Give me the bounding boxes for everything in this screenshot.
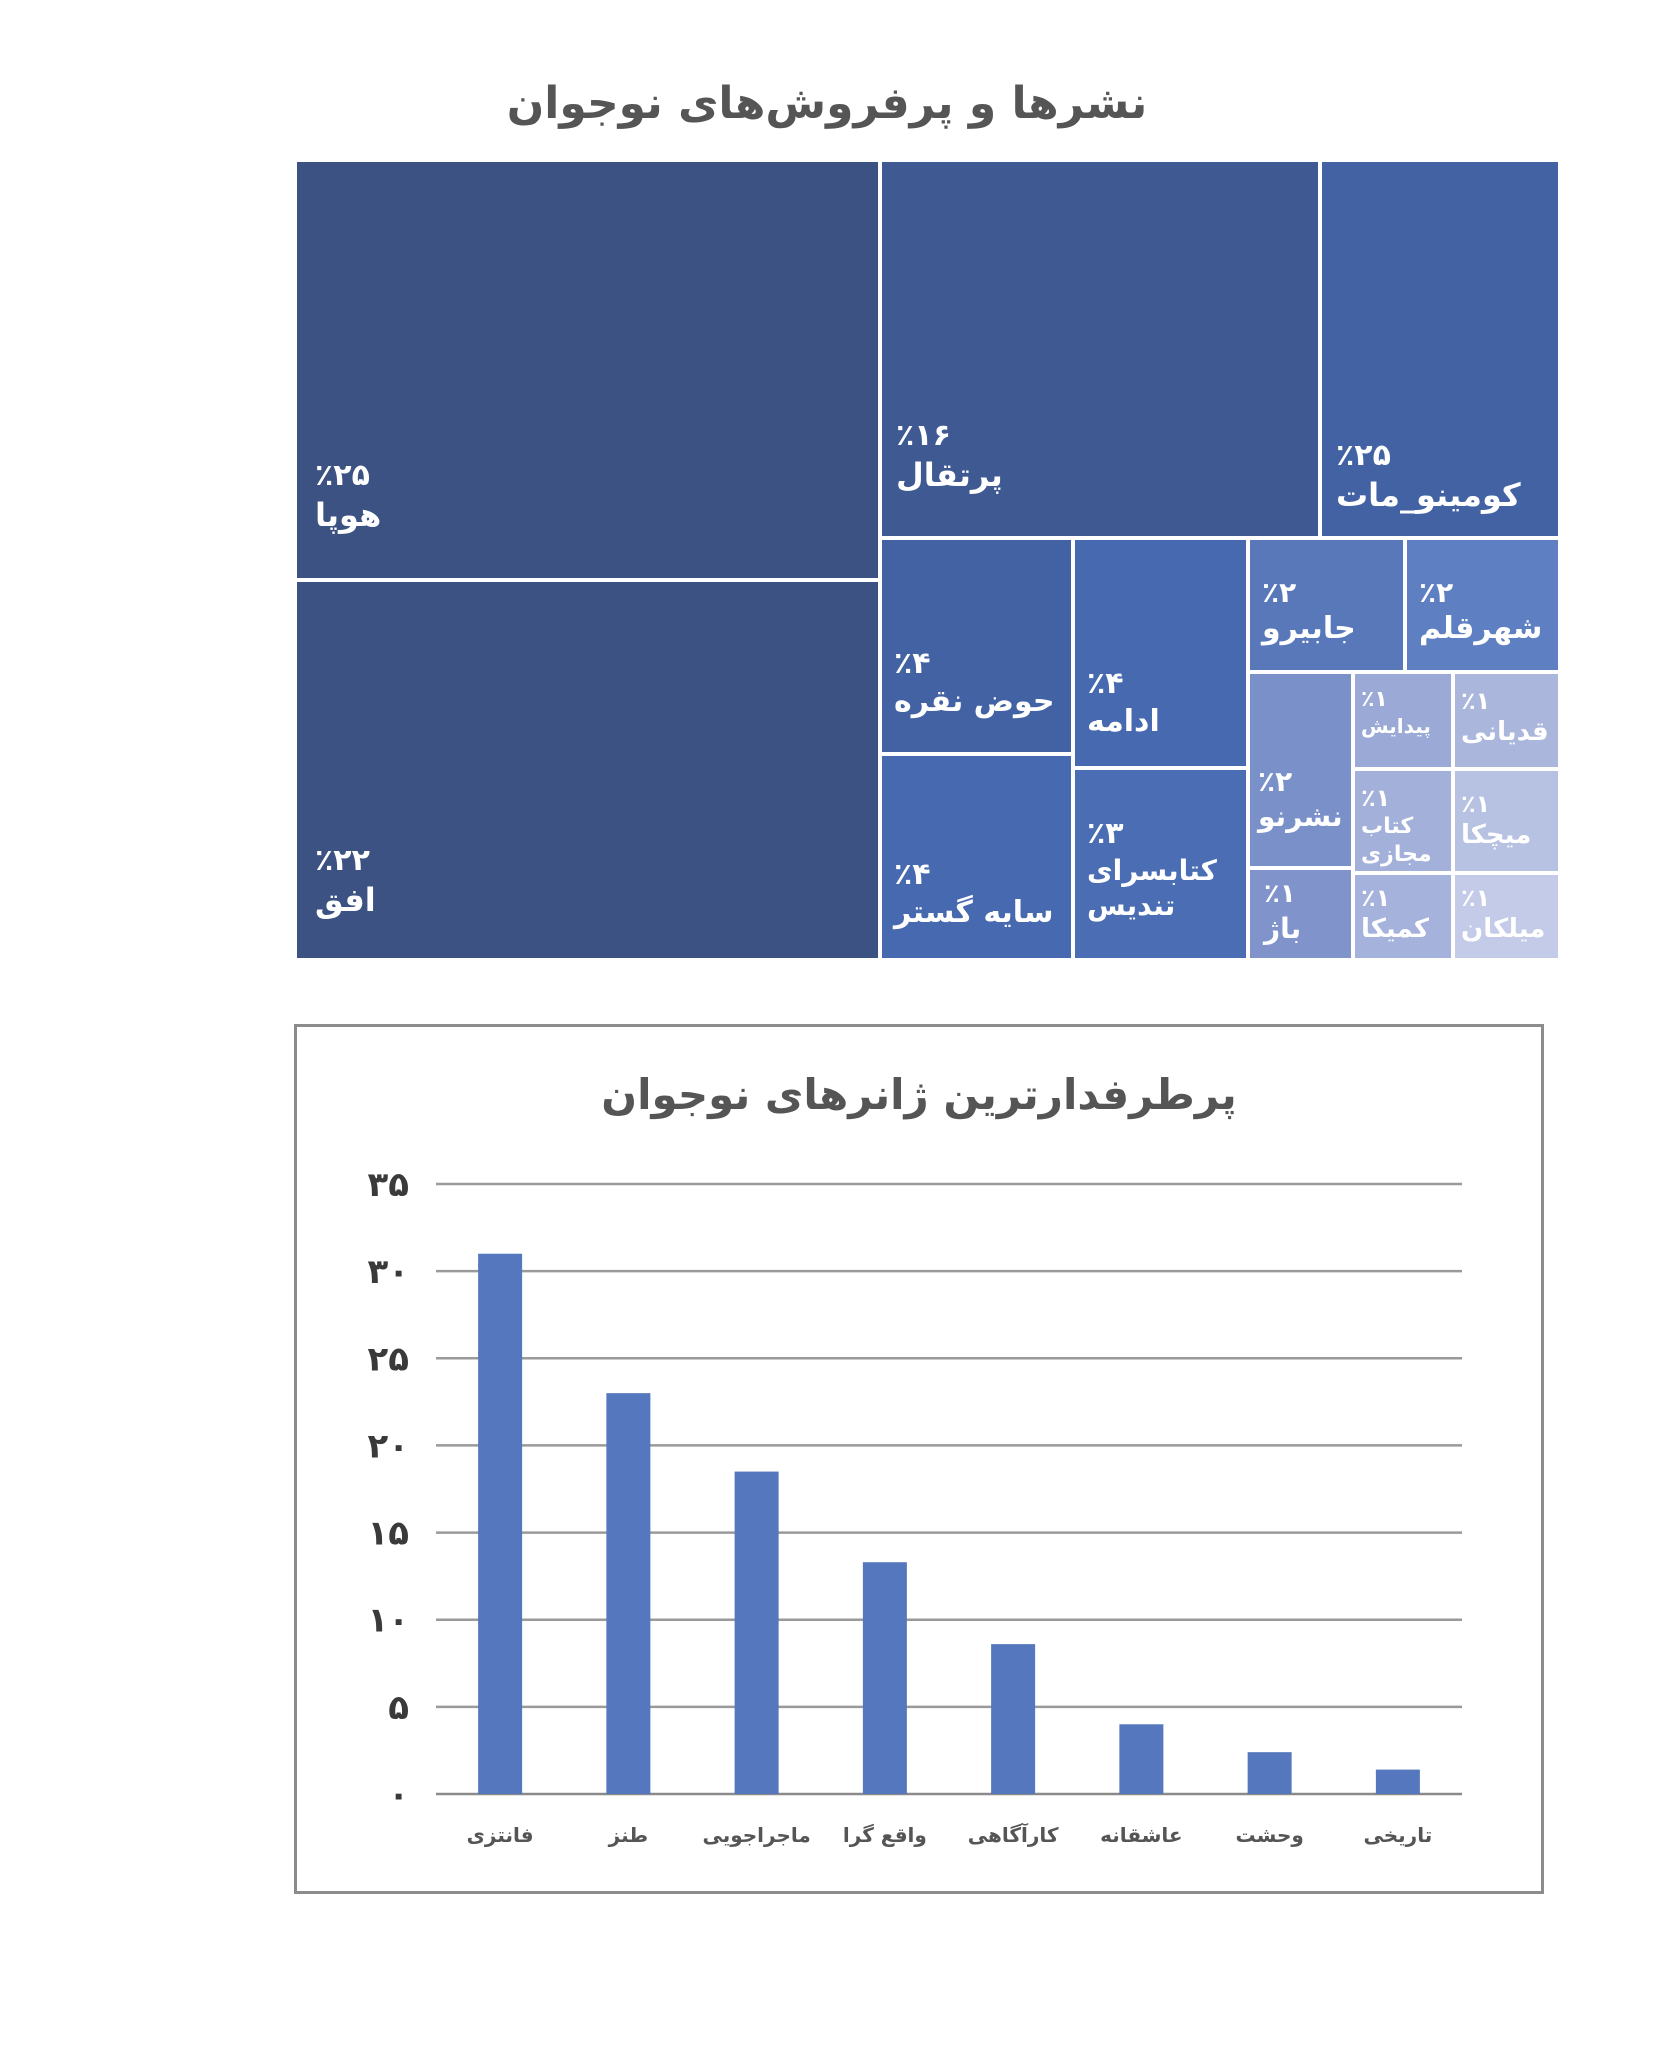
treemap-publisher-name: جابیرو <box>1262 611 1356 646</box>
treemap-cell <box>1353 769 1453 873</box>
treemap-cell-label <box>315 842 376 920</box>
treemap-cell-label <box>1361 883 1429 946</box>
treemap-cell-label <box>1461 686 1549 749</box>
y-tick-label: ۵ <box>388 1687 409 1728</box>
treemap-publisher-name: کومینو_مات <box>1336 475 1521 514</box>
bar <box>991 1644 1035 1794</box>
bar <box>735 1472 779 1794</box>
treemap-cell-label <box>1461 789 1531 852</box>
bar <box>1119 1724 1163 1794</box>
treemap-cell <box>880 754 1073 960</box>
x-tick-label: تاریخی <box>1363 1823 1433 1847</box>
x-tick-label: ماجراجویی <box>702 1823 811 1847</box>
treemap-percent: ٪۱ <box>1361 884 1391 912</box>
treemap-publisher-name: پرتقال <box>896 455 1003 494</box>
bar <box>606 1393 650 1794</box>
treemap-publisher-name: کمیکا <box>1361 914 1430 944</box>
y-tick-label: ۰ <box>388 1775 409 1815</box>
treemap-cell <box>880 160 1320 538</box>
treemap-publisher-name: قدیانی <box>1461 717 1549 747</box>
treemap-percent: ٪۱ <box>1461 790 1491 818</box>
treemap-percent: ٪۲۵ <box>315 458 370 493</box>
treemap-percent: ٪۱۶ <box>896 418 951 453</box>
x-tick-label: واقع گرا <box>842 1823 927 1847</box>
treemap-percent: ٪۲ <box>1258 765 1293 798</box>
genre-bar-chart <box>294 1024 1544 1894</box>
treemap-cell-label <box>896 417 1003 495</box>
treemap-publisher-name: سایه گستر <box>894 894 1054 930</box>
treemap-publisher-name: هوپا <box>315 495 382 534</box>
treemap-percent: ٪۱ <box>1361 687 1388 712</box>
treemap-percent: ٪۴ <box>1087 666 1124 701</box>
y-tick-label: ۳۰ <box>367 1252 409 1293</box>
x-tick-label: طنز <box>608 1823 649 1847</box>
treemap-cell <box>1248 672 1353 868</box>
treemap-percent: ٪۱ <box>1361 784 1391 812</box>
x-tick-label: کارآگاهی <box>967 1823 1059 1847</box>
treemap-publisher-name: حوض نقره <box>894 683 1055 719</box>
y-tick-label: ۲۰ <box>367 1426 409 1467</box>
y-tick-label: ۱۵ <box>367 1513 409 1554</box>
publishers-treemap <box>295 160 1560 960</box>
treemap-cell <box>1453 672 1560 769</box>
treemap-cell-label <box>1087 815 1246 923</box>
treemap-cell <box>295 580 880 960</box>
treemap-percent: ٪۳ <box>1087 816 1124 851</box>
treemap-percent: ٪۱ <box>1264 879 1296 909</box>
bar <box>1376 1770 1420 1794</box>
y-tick-label: ۳۵ <box>367 1165 409 1205</box>
treemap-cell <box>1453 769 1560 873</box>
treemap-cell-label <box>1262 575 1356 648</box>
treemap-percent: ٪۲۲ <box>315 843 370 878</box>
bar <box>863 1562 907 1794</box>
treemap-cell <box>1248 868 1353 960</box>
treemap-cell-label <box>1258 764 1343 834</box>
treemap-publisher-name: کتاب مجازی <box>1361 814 1432 867</box>
treemap-cell-label <box>1361 783 1451 868</box>
treemap-percent: ٪۱ <box>1461 687 1491 715</box>
treemap-percent: ٪۲ <box>1262 576 1297 609</box>
x-tick-label: عاشقانه <box>1100 1823 1183 1847</box>
treemap-cell <box>1073 768 1248 960</box>
y-tick-label: ۱۰ <box>367 1600 409 1641</box>
treemap-percent: ٪۴ <box>894 857 931 892</box>
treemap-publisher-name: شهرقلم <box>1419 611 1543 646</box>
treemap-cell-label <box>1419 575 1542 648</box>
treemap-publisher-name: باژ <box>1264 911 1302 945</box>
treemap-cell-label <box>1336 437 1521 515</box>
treemap-cell <box>1353 672 1453 769</box>
x-tick-label: فانتزی <box>466 1823 534 1847</box>
treemap-cell <box>1405 538 1560 672</box>
treemap-cell <box>1248 538 1405 672</box>
treemap-cell <box>295 160 880 580</box>
treemap-cell-label <box>1461 883 1545 946</box>
bar <box>478 1254 522 1794</box>
treemap-cell-label <box>894 645 1054 720</box>
treemap-percent: ٪۴ <box>894 646 931 681</box>
treemap-cell-label <box>1264 878 1301 946</box>
treemap-cell <box>1073 538 1248 768</box>
treemap-cell <box>1320 160 1560 538</box>
bar-chart-title: پرطرفدارترین ژانرهای نوجوان <box>601 1070 1237 1119</box>
treemap-percent: ٪۲۵ <box>1336 438 1391 473</box>
treemap-percent: ٪۱ <box>1461 884 1491 912</box>
treemap-percent: ٪۲ <box>1419 576 1454 609</box>
treemap-cell-label <box>1087 665 1160 740</box>
treemap-publisher-name: پیدایش <box>1361 713 1431 738</box>
y-tick-label: ۲۵ <box>367 1339 409 1380</box>
treemap-publisher-name: نشرنو <box>1258 800 1343 833</box>
treemap-publisher-name: میچکا <box>1461 820 1532 850</box>
treemap-publisher-name: افق <box>315 880 376 919</box>
treemap-publisher-name: ادامه <box>1087 703 1160 739</box>
treemap-publisher-name: کتابسرای تندیس <box>1087 853 1217 922</box>
treemap-cell-label <box>1361 686 1431 739</box>
treemap-cell-label <box>894 856 1054 931</box>
x-tick-label: وحشت <box>1235 1823 1304 1847</box>
treemap-cell <box>1453 873 1560 960</box>
treemap-publisher-name: میلکان <box>1461 914 1546 944</box>
treemap-cell <box>880 538 1073 754</box>
treemap-cell <box>1353 873 1453 960</box>
bar <box>1248 1752 1292 1794</box>
treemap-title: نشرها و پرفروش‌های نوجوان <box>506 78 1148 129</box>
treemap-cell-label <box>315 457 381 535</box>
